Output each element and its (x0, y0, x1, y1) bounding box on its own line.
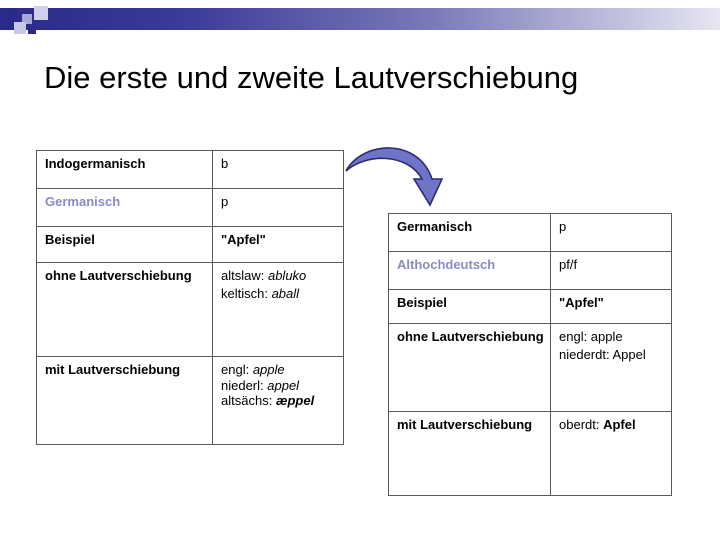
row-label: ohne Lautverschiebung (37, 263, 213, 357)
row-label: Beispiel (389, 290, 551, 324)
row-value: "Apfel" (551, 290, 672, 324)
table-row (37, 227, 344, 263)
table-left (36, 150, 344, 445)
row-label: Germanisch (37, 189, 213, 227)
table-right (388, 213, 672, 496)
table-row (389, 214, 672, 252)
row-value (551, 412, 672, 496)
table-row (389, 290, 672, 324)
row-value: p (551, 214, 672, 252)
value-line: niederdt: Appel (559, 346, 646, 362)
table-row (389, 324, 672, 412)
value-line: oberdt: Apfel (559, 417, 636, 432)
value-line: altsächs: æppel (221, 393, 315, 409)
row-value (551, 324, 672, 412)
value-line: engl: apple (559, 329, 623, 344)
row-label: ohne Lautverschiebung (389, 324, 551, 412)
header-gradient-bar (0, 8, 720, 30)
value-line: keltisch: aball (221, 285, 300, 301)
row-value: "Apfel" (213, 227, 344, 263)
row-value (213, 263, 344, 357)
value-line: engl: apple (221, 362, 285, 377)
table-row (37, 151, 344, 189)
value-line: niederl: appel (221, 377, 300, 393)
row-value (213, 357, 344, 445)
table-row (37, 357, 344, 445)
row-label: Germanisch (389, 214, 551, 252)
table-row (37, 263, 344, 357)
row-value: p (213, 189, 344, 227)
row-value: pf/f (551, 252, 672, 290)
table-row (37, 189, 344, 227)
table-row (389, 412, 672, 496)
value-line: altslaw: abluko (221, 268, 307, 283)
row-label: mit Lautverschiebung (37, 357, 213, 445)
row-value: b (213, 151, 344, 189)
row-label: Althochdeutsch (389, 252, 551, 290)
table-row (389, 252, 672, 290)
slide-title: Die erste und zweite Lautverschiebung (44, 60, 579, 95)
row-label: Indogermanisch (37, 151, 213, 189)
row-label: mit Lautverschiebung (389, 412, 551, 496)
curved-arrow-icon (344, 143, 464, 209)
row-label: Beispiel (37, 227, 213, 263)
